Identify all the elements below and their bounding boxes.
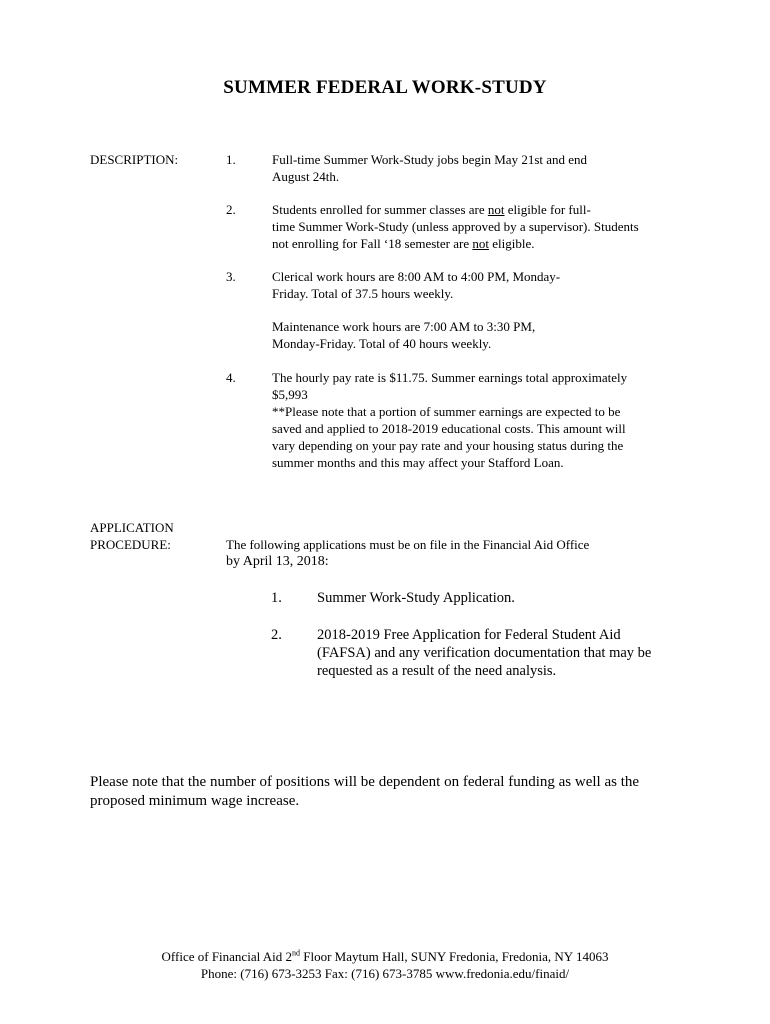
application-label bbox=[90, 519, 174, 553]
text-line: Students enrolled for summer classes are not eligible for full- bbox=[272, 202, 591, 217]
description-item-2-number: 2. bbox=[226, 202, 236, 217]
text-line: $5,993 bbox=[272, 387, 308, 402]
footer bbox=[0, 948, 770, 982]
text-line: Clerical work hours are 8:00 AM to 4:00 PM, Monday- bbox=[272, 269, 561, 284]
description-item-4-text bbox=[272, 369, 627, 471]
application-intro bbox=[226, 536, 589, 570]
ordinal-suffix: nd bbox=[291, 948, 300, 958]
text-line: The hourly pay rate is $11.75. Summer earnings total approximately bbox=[272, 370, 628, 385]
text-line: not enrolling for Fall ‘18 semester are not eligible. bbox=[272, 236, 535, 251]
description-item-3-number: 3. bbox=[226, 269, 236, 284]
description-item-3-text bbox=[272, 268, 560, 302]
text-line: 2018-2019 Free Application for Federal Student Aid bbox=[317, 627, 621, 643]
text-line: requested as a result of the need analysis. bbox=[317, 663, 557, 679]
page-title: SUMMER FEDERAL WORK-STUDY bbox=[223, 77, 547, 98]
text-line: APPLICATION bbox=[90, 520, 174, 535]
text-line: Please note that the number of positions will be dependent on federal funding as well as the bbox=[90, 774, 640, 790]
underlined-not: not bbox=[472, 236, 489, 251]
text-line: Maintenance work hours are 7:00 AM to 3:30 PM, bbox=[272, 319, 536, 334]
application-item-1-number: 1. bbox=[271, 590, 282, 606]
description-item-3-maintenance-text bbox=[272, 318, 535, 352]
description-label: DESCRIPTION: bbox=[90, 152, 179, 167]
underlined-not: not bbox=[487, 202, 505, 217]
text-line: Full-time Summer Work-Study jobs begin May 21st and end bbox=[272, 152, 588, 167]
text-line: saved and applied to 2018-2019 educational costs. This amount will bbox=[272, 421, 626, 436]
text-line: proposed minimum wage increase. bbox=[90, 792, 300, 809]
text-line: (FAFSA) and any verification documentation that may be bbox=[317, 645, 652, 661]
application-item-2-text bbox=[317, 626, 651, 680]
description-item-2-text bbox=[272, 201, 639, 252]
text-line: August 24th. bbox=[272, 169, 340, 184]
text-line: summer months and this may affect your Stafford Loan. bbox=[272, 455, 564, 470]
funding-note bbox=[90, 773, 639, 810]
text-line: Summer Work-Study Application. bbox=[317, 590, 515, 606]
text-line: time Summer Work-Study (unless approved by a supervisor). Students bbox=[272, 219, 639, 234]
text-line: The following applications must be on file in the Financial Aid Office bbox=[226, 537, 590, 552]
description-item-1-text bbox=[272, 151, 587, 185]
text-line: vary depending on your pay rate and your housing status during the bbox=[272, 438, 624, 453]
application-item-2-number: 2. bbox=[271, 627, 282, 643]
description-item-4-number: 4. bbox=[226, 370, 236, 385]
footer-address: Office of Financial Aid 2nd Floor Maytum Hall, SUNY Fredonia, Fredonia, NY 14063 bbox=[161, 948, 609, 964]
text-line: PROCEDURE: bbox=[90, 537, 171, 552]
text-line: by April 13, 2018: bbox=[226, 554, 329, 569]
text-line: **Please note that a portion of summer earnings are expected to be bbox=[272, 404, 621, 419]
description-item-1-number: 1. bbox=[226, 152, 236, 167]
application-item-1-text bbox=[317, 589, 515, 607]
footer-contact: Phone: (716) 673-3253 Fax: (716) 673-3785 www.fredonia.edu/finaid/ bbox=[200, 966, 570, 981]
text-line: Monday-Friday. Total of 40 hours weekly. bbox=[272, 336, 492, 351]
text-line: Friday. Total of 37.5 hours weekly. bbox=[272, 286, 454, 301]
